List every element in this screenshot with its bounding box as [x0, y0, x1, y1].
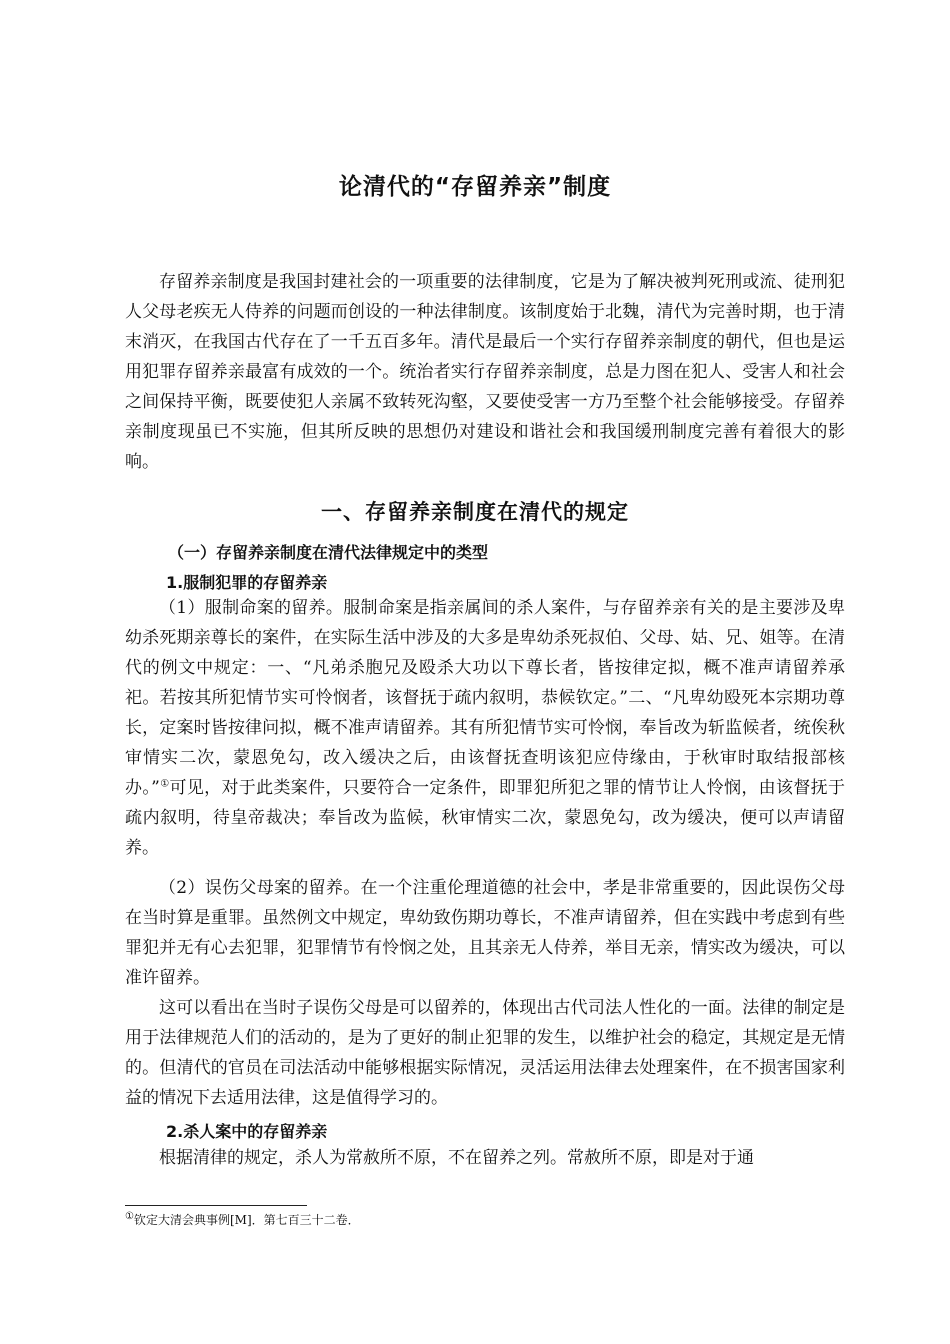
- section-heading: 一、存留养亲制度在清代的规定: [321, 500, 629, 524]
- subsection-heading: （一）存留养亲制度在清代法律规定中的类型: [168, 543, 489, 562]
- paragraph-mourning-cases: [125, 593, 845, 863]
- footnote: [125, 1211, 360, 1229]
- paragraph-text: 可见，对于此类案件，只要符合一定条件，即罪犯所犯之罪的情节让人怜悯，由该督抚于疏内叙明，待皇帝裁决；奉旨改为监候，秋审情实二次，蒙恩免勾，改为缓决，便可以声请留养。: [125, 778, 845, 858]
- footnote-text: 钦定大清会典事例[M]．第七百三十二卷．: [133, 1213, 360, 1227]
- paragraph-commentary: 这可以看出在当时子误伤父母是可以留养的，体现出古代司法人性化的一面。法律的制定是用于法律规范人们的活动的，是为了更好的制止犯罪的发生，以维护社会的稳定，其规定是无情的。但清代的官员在司法活动中能够根据实际情况，灵活运用法律去处理案件，在不损害国家利益的情况下去适用法律，这是值得学习的。: [125, 998, 845, 1108]
- paragraph-injured-parents: （2）误伤父母案的留养。在一个注重伦理道德的社会中，孝是非常重要的，因此误伤父母在当时算是重罪。虽然例文中规定，卑幼致伤期功尊长，不准声请留养，但在实践中考虑到有些罪犯并无有心去犯罪，犯罪情节有怜悯之处，且其亲无人侍养，举目无亲，情实改为缓决，可以准许留养。: [125, 878, 845, 988]
- intro-paragraph: 存留养亲制度是我国封建社会的一项重要的法律制度，它是为了解决被判死刑或流、徒刑犯人父母老疾无人侍养的问题而创设的一种法律制度。该制度始于北魏，清代为完善时期，也于清末消灭，在我国古代存在了一千五百多年。清代是最后一个实行存留养亲制度的朝代，但也是运用犯罪存留养亲最富有成效的一个。统治者实行存留养亲制度，总是力图在犯人、受害人和社会之间保持平衡，既要使犯人亲属不致转死沟壑，又要使受害一方乃至整个社会能够接受。存留养亲制度现虽已不实施，但其所反映的思想仍对建设和谐社会和我国缓刑制度完善有着很大的影响。: [125, 272, 845, 472]
- document-title: 论清代的“存留养亲”制度: [338, 174, 612, 200]
- item-heading-1: 1.服制犯罪的存留养亲: [166, 573, 328, 592]
- footnote-reference: ①: [159, 778, 170, 790]
- footnote-divider: [125, 1205, 307, 1206]
- paragraph-text: （1）服制命案的留养。服制命案是指亲属间的杀人案件，与存留养亲有关的是主要涉及卑幼杀死期亲尊长的案件，在实际生活中涉及的大多是卑幼杀死叔伯、父母、姑、兄、姐等。在清代的例文中规定：一、“凡弟杀胞兄及殴杀大功以下尊长者，皆按律定拟，概不准声请留养承祀。若按其所犯情节实可怜悯者，该督抚于疏内叙明，恭候钦定。”二、“凡卑幼殴死本宗期功尊长，定案时皆按律问拟，概不准声请留养。其有所犯情节实可怜悯，奉旨改为斩监候者，统俟秋审情实二次，蒙恩免勾，改入缓决之后，由该督抚查明该犯应侍缘由，于秋审时取结报部核办。”: [125, 598, 845, 798]
- paragraph-homicide-cases: 根据清律的规定，杀人为常赦所不原，不在留养之列。常赦所不原，即是对于通: [159, 1148, 754, 1168]
- item-heading-2: 2.杀人案中的存留养亲: [166, 1122, 328, 1141]
- footnote-marker: ①: [125, 1211, 134, 1222]
